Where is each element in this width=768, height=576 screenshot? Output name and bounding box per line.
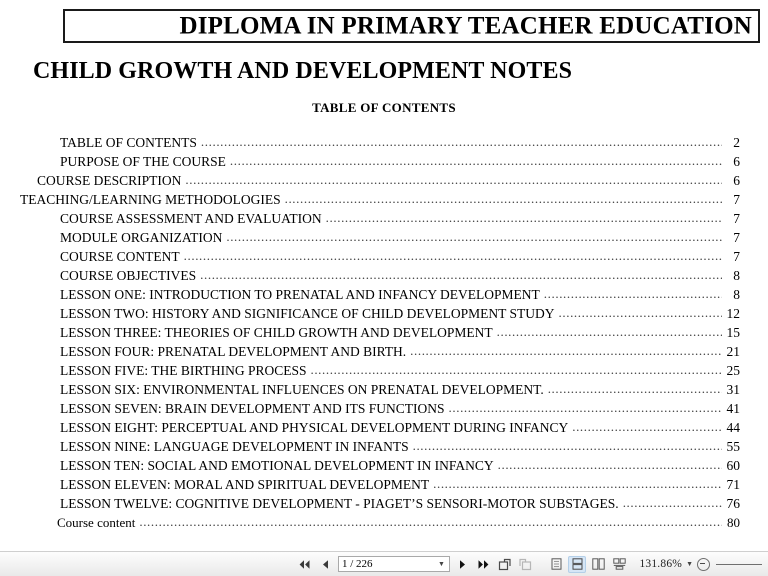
toc-entry-page-number: 12 bbox=[726, 306, 740, 321]
banner-title-box bbox=[63, 9, 760, 43]
pdf-bottom-toolbar bbox=[0, 551, 768, 576]
toc-entry-page-number: 31 bbox=[726, 382, 740, 397]
last-page-icon[interactable] bbox=[475, 556, 492, 573]
toc-entry-page-number: 60 bbox=[726, 458, 740, 473]
toc-entry-page-number: 41 bbox=[726, 401, 740, 416]
toc-entry[interactable] bbox=[0, 133, 768, 152]
zoom-out-icon[interactable] bbox=[697, 558, 710, 571]
toc-entry-title: COURSE ASSESSMENT AND EVALUATION bbox=[60, 211, 322, 226]
toc-entry-page-number: 25 bbox=[726, 363, 740, 378]
page-number-value: 1 / 226 bbox=[342, 558, 373, 570]
toc-entry-title: LESSON NINE: LANGUAGE DEVELOPMENT IN INFANTS bbox=[60, 439, 409, 454]
toc-entry-title: TEACHING/LEARNING METHODOLOGIES bbox=[20, 192, 281, 207]
toc-entry[interactable] bbox=[0, 209, 768, 228]
toc-entry[interactable] bbox=[0, 323, 768, 342]
toc-entry-page-number: 7 bbox=[733, 249, 740, 264]
previous-page-icon[interactable] bbox=[317, 556, 334, 573]
zoom-level-value: 131.86% bbox=[639, 558, 683, 570]
toc-entry[interactable] bbox=[0, 266, 768, 285]
toc-entry[interactable] bbox=[0, 456, 768, 475]
toc-leader-dots bbox=[184, 251, 722, 263]
toc-entry[interactable] bbox=[0, 380, 768, 399]
toc-leader-dots bbox=[449, 403, 722, 415]
toc-leader-dots bbox=[310, 365, 722, 377]
toc-entry-page-number: 21 bbox=[726, 344, 740, 359]
toc-entry-page-number: 7 bbox=[733, 230, 740, 245]
toc-entry-title: LESSON TWELVE: COGNITIVE DEVELOPMENT - PIAGET’S SENSORI-MOTOR SUBSTAGES. bbox=[60, 496, 619, 511]
toc-entry-title: COURSE DESCRIPTION bbox=[37, 173, 182, 188]
table-of-contents-list bbox=[0, 133, 768, 532]
two-page-scroll-view-icon[interactable] bbox=[610, 556, 628, 573]
toc-leader-dots bbox=[230, 156, 722, 168]
toc-entry-title: LESSON TEN: SOCIAL AND EMOTIONAL DEVELOPMENT IN INFANCY bbox=[60, 458, 494, 473]
chevron-down-icon[interactable]: ▼ bbox=[438, 559, 445, 568]
toc-entry-page-number: 76 bbox=[726, 496, 740, 511]
toc-leader-dots bbox=[200, 270, 722, 282]
document-subject-title: CHILD GROWTH AND DEVELOPMENT NOTES bbox=[33, 58, 573, 84]
previous-view-icon[interactable] bbox=[496, 556, 513, 573]
toc-entry[interactable] bbox=[0, 342, 768, 361]
toc-entry-page-number: 44 bbox=[726, 420, 740, 435]
toc-leader-dots bbox=[497, 327, 722, 339]
toc-entry[interactable] bbox=[0, 152, 768, 171]
toc-entry-page-number: 6 bbox=[733, 154, 740, 169]
toc-entry-page-number: 7 bbox=[733, 211, 740, 226]
toc-leader-dots bbox=[185, 175, 722, 187]
toc-entry[interactable] bbox=[0, 361, 768, 380]
zoom-slider[interactable] bbox=[716, 564, 762, 565]
view-and-zoom-group bbox=[547, 556, 768, 573]
toc-entry-title: LESSON EIGHT: PERCEPTUAL AND PHYSICAL DEVELOPMENT DURING INFANCY bbox=[60, 420, 569, 435]
toc-leader-dots bbox=[572, 422, 722, 434]
toc-entry-title: LESSON THREE: THEORIES OF CHILD GROWTH AND DEVELOPMENT bbox=[60, 325, 493, 340]
two-page-view-icon[interactable] bbox=[589, 556, 607, 573]
toc-entry[interactable] bbox=[0, 437, 768, 456]
toc-entry-title: LESSON ELEVEN: MORAL AND SPIRITUAL DEVELOPMENT bbox=[60, 477, 430, 492]
toc-leader-dots bbox=[433, 479, 722, 491]
toc-entry-title: LESSON SIX: ENVIRONMENTAL INFLUENCES ON PRENATAL DEVELOPMENT. bbox=[60, 382, 544, 397]
toc-entry-page-number: 8 bbox=[733, 287, 740, 302]
toc-entry-page-number: 8 bbox=[733, 268, 740, 283]
toc-entry-title: LESSON SEVEN: BRAIN DEVELOPMENT AND ITS FUNCTIONS bbox=[60, 401, 445, 416]
toc-leader-dots bbox=[410, 346, 722, 358]
toc-leader-dots bbox=[285, 194, 722, 206]
toc-entry-title: TABLE OF CONTENTS bbox=[60, 135, 197, 150]
toc-entry[interactable] bbox=[0, 190, 768, 209]
toc-entry[interactable] bbox=[0, 399, 768, 418]
toc-entry[interactable] bbox=[0, 247, 768, 266]
toc-entry[interactable] bbox=[0, 475, 768, 494]
toc-leader-dots bbox=[623, 498, 722, 510]
toc-entry-page-number: 55 bbox=[726, 439, 740, 454]
page-number-input[interactable] bbox=[338, 556, 450, 572]
toc-leader-dots bbox=[326, 213, 722, 225]
toc-entry-title: COURSE CONTENT bbox=[60, 249, 180, 264]
toc-entry[interactable] bbox=[0, 171, 768, 190]
table-of-contents-heading: TABLE OF CONTENTS bbox=[312, 100, 456, 115]
toc-leader-dots bbox=[413, 441, 722, 453]
toc-leader-dots bbox=[559, 308, 722, 320]
toc-entry-title: LESSON FIVE: THE BIRTHING PROCESS bbox=[60, 363, 307, 378]
first-page-icon[interactable] bbox=[296, 556, 313, 573]
toc-entry-title: PURPOSE OF THE COURSE bbox=[60, 154, 226, 169]
toc-leader-dots bbox=[498, 460, 722, 472]
single-page-view-icon[interactable] bbox=[547, 556, 565, 573]
toc-entry[interactable] bbox=[0, 304, 768, 323]
next-view-icon[interactable] bbox=[517, 556, 534, 573]
toc-entry-title: MODULE ORGANIZATION bbox=[60, 230, 223, 245]
toc-entry-page-number: 71 bbox=[726, 477, 740, 492]
toc-entry-page-number: 2 bbox=[733, 135, 740, 150]
page-navigation-group bbox=[296, 556, 534, 573]
toc-entry-page-number: 15 bbox=[726, 325, 740, 340]
banner-title-text: DIPLOMA IN PRIMARY TEACHER EDUCATION bbox=[179, 12, 752, 40]
toc-entry-page-number: 6 bbox=[733, 173, 740, 188]
toc-entry[interactable] bbox=[0, 228, 768, 247]
toc-entry-title: LESSON TWO: HISTORY AND SIGNIFICANCE OF CHILD DEVELOPMENT STUDY bbox=[60, 306, 555, 321]
toc-entry-page-number: 80 bbox=[727, 515, 740, 530]
continuous-scroll-view-icon[interactable] bbox=[568, 556, 586, 573]
toc-entry[interactable] bbox=[0, 513, 768, 532]
next-page-icon[interactable] bbox=[454, 556, 471, 573]
toc-leader-dots bbox=[139, 517, 722, 529]
toc-leader-dots bbox=[226, 232, 722, 244]
toc-entry-title: Course content bbox=[57, 515, 136, 530]
toc-entry-page-number: 7 bbox=[733, 192, 740, 207]
chevron-down-icon[interactable]: ▼ bbox=[686, 560, 693, 568]
toc-entry-title: LESSON FOUR: PRENATAL DEVELOPMENT AND BIRTH. bbox=[60, 344, 407, 359]
toc-entry[interactable] bbox=[0, 418, 768, 437]
toc-leader-dots bbox=[201, 137, 722, 149]
toc-entry[interactable] bbox=[0, 494, 768, 513]
toc-entry-title: COURSE OBJECTIVES bbox=[60, 268, 197, 283]
toc-entry[interactable] bbox=[0, 285, 768, 304]
toc-leader-dots bbox=[548, 384, 722, 396]
toc-entry-title: LESSON ONE: INTRODUCTION TO PRENATAL AND INFANCY DEVELOPMENT bbox=[60, 287, 540, 302]
toc-leader-dots bbox=[544, 289, 722, 301]
